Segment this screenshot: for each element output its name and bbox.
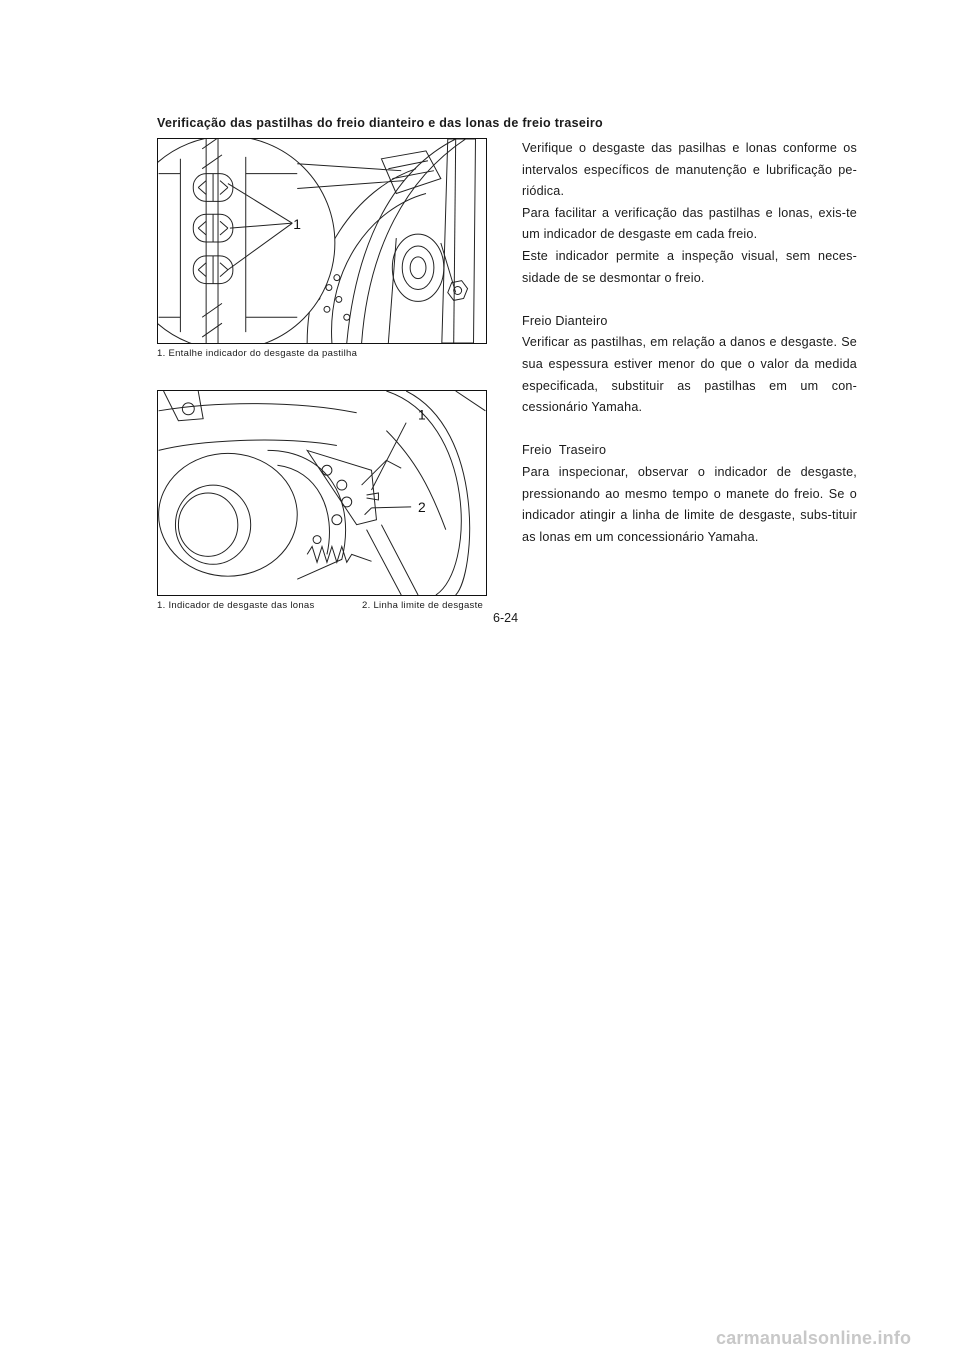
rear-brake-illustration [157,390,487,596]
rear-figure-caption-1: 1. Indicador de desgaste das lonas [157,600,315,611]
rear-figure-caption-2: 2. Linha limite de desgaste [362,600,484,611]
page-number: 6-24 [493,611,519,625]
front-figure-caption: 1. Entalhe indicador do desgaste da pastilha [157,348,358,359]
rear-brake-text: Para inspecionar, observar o indicador de desgaste, pressionando ao mesmo tempo o manete do freio. Se o indicador atingir a linha de limite de desgaste, subs-tituir as lonas em um concessionário Yamaha. [522,464,857,544]
rear-brake-drawing [158,391,486,595]
rear-callout-1: 1 [418,406,426,423]
front-brake-illustration [157,138,487,344]
rear-brake-heading: Freio Traseiro [522,443,607,458]
instructions-column [522,138,857,548]
intro-paragraph-2: Para facilitar a verificação das pastilhas e lonas, exis-te um indicador de desgaste em cada freio. [522,205,857,242]
rear-callout-2: 2 [418,498,426,515]
front-callout-1: 1 [293,216,302,233]
front-brake-drawing [158,139,486,343]
intro-paragraph-1: Verifique o desgaste das pasilhas e lonas conforme os intervalos específicos de manutenção e lubrificação pe-riódica. [522,141,857,199]
section-title: Verificação das pastilhas do freio dianteiro e das lonas de freio traseiro [157,116,603,130]
front-brake-text: Verificar as pastilhas, em relação a danos e desgaste. Se sua espessura estiver menor do que o valor da medida especificada, substituir as pastilhas em um con-cessionário Yamaha. [522,335,857,415]
watermark: carmanualsonline.info [716,1328,912,1348]
front-brake-heading: Freio Dianteiro [522,313,608,328]
intro-paragraph-3: Este indicador permite a inspeção visual, sem neces-sidade de se desmontar o freio. [522,248,857,285]
